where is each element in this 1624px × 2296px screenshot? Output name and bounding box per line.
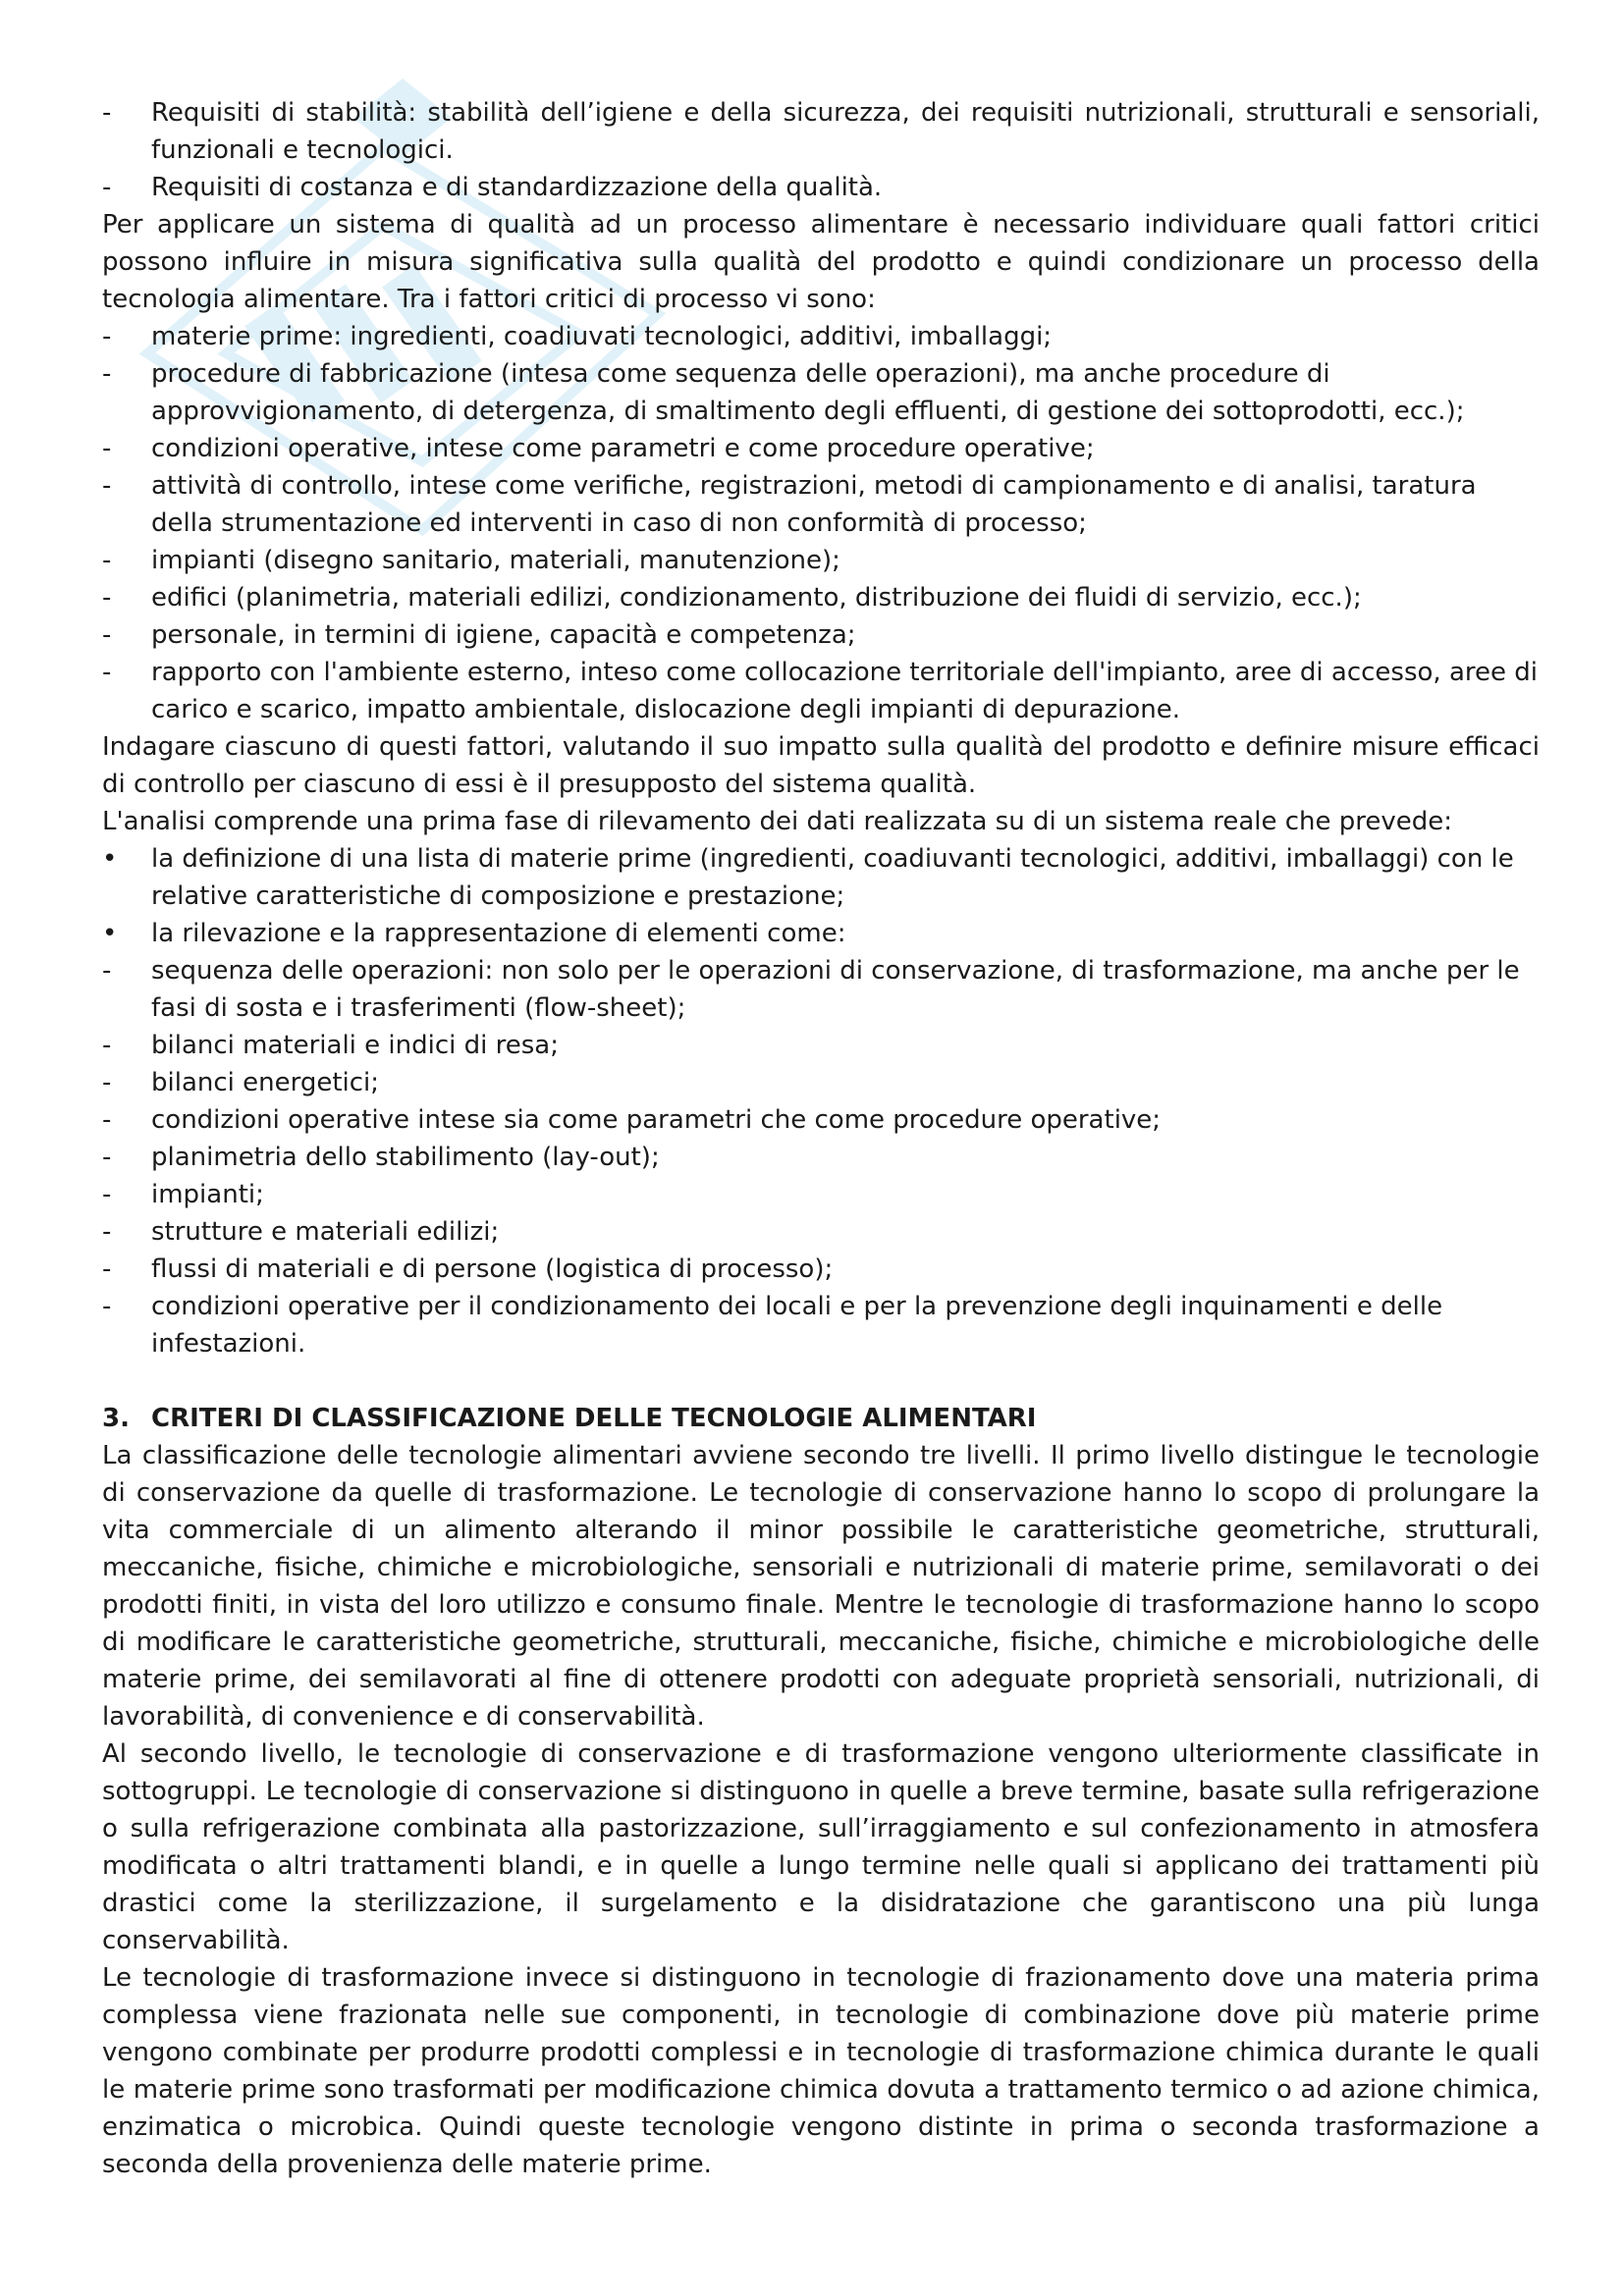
section-paragraph: La classificazione delle tecnologie alimentari avviene secondo tre livelli. Il primo livello distingue le tecnologie di conservazione da quelle di trasformazione. Le tecnologie di conservazione hanno lo scopo di prolungare la vita commerciale di un alimento alterando il minor possibile le caratteristiche geometriche, strutturali, meccaniche, fisiche, chimiche e microbiologiche, sensoriali e nutrizionali di materie prime, semilavorati o dei prodotti finiti, in vista del loro utilizzo e consumo finale. Mentre le tecnologie di trasformazione hanno lo scopo di modificare le caratteristiche geometriche, strutturali, meccaniche, fisiche, chimiche e microbiologiche delle materie prime, dei semilavorati al fine di ottenere prodotti con adeguate proprietà sensoriali, nutrizionali, di lavorabilità, di convenience e di conservabilità. — [102, 1441, 1540, 1732]
list-item: - condizioni operative per il condizionamento dei locali e per la prevenzione degli inquinamenti e delle infestazioni. — [102, 1288, 1540, 1362]
section-title: CRITERI DI CLASSIFICAZIONE DELLE TECNOLOGIE ALIMENTARI — [151, 1404, 1037, 1433]
requirements-list — [102, 94, 1540, 206]
list-item: - condizioni operative intese sia come parametri che come procedure operative; — [102, 1101, 1540, 1139]
list-item: - strutture e materiali edilizi; — [102, 1213, 1540, 1251]
intro-paragraph: Per applicare un sistema di qualità ad un processo alimentare è necessario individuare quali fattori critici possono influire in misura significativa sulla qualità del prodotto e quindi condizionare un processo della tecnologia alimentare. Tra i fattori critici di processo vi sono: — [102, 210, 1540, 314]
list-item: - edifici (planimetria, materiali edilizi, condizionamento, distribuzione dei fluidi di servizio, ecc.); — [102, 579, 1540, 616]
list-item: - planimetria dello stabilimento (lay-out); — [102, 1139, 1540, 1176]
list-item: - procedure di fabbricazione (intesa come sequenza delle operazioni), ma anche procedure di approvvigionamento, di detergenza, di smaltimento degli effluenti, di gestione dei sottoprodotti, ecc.); — [102, 355, 1540, 430]
list-item: - impianti (disegno sanitario, materiali, manutenzione); — [102, 542, 1540, 579]
section-number: 3. — [102, 1404, 130, 1433]
list-item: - condizioni operative, intese come parametri e come procedure operative; — [102, 430, 1540, 467]
analysis-bullets — [102, 840, 1540, 952]
list-item: - impianti; — [102, 1176, 1540, 1213]
list-item: - Requisiti di costanza e di standardizzazione della qualità. — [102, 169, 1540, 206]
elements-list — [102, 952, 1540, 1362]
section-paragraph: Al secondo livello, le tecnologie di conservazione e di trasformazione vengono ulteriormente classificate in sottogruppi. Le tecnologie di conservazione si distinguono in quelle a breve termine, basate sulla refrigerazione o sulla refrigerazione combinata alla pastorizzazione, sull’irraggiamento e sul confezionamento in atmosfera modificata o altri trattamenti blandi, e in quelle a lungo termine nelle quali si applicano dei trattamenti più drastici come la sterilizzazione, il surgelamento e la disidratazione che garantiscono una più lunga conservabilità. — [102, 1739, 1540, 1955]
list-item: - personale, in termini di igiene, capacità e competenza; — [102, 616, 1540, 654]
list-item: - Requisiti di stabilità: stabilità dell’igiene e della sicurezza, dei requisiti nutrizionali, strutturali e sensoriali, funzionali e tecnologici. — [102, 94, 1540, 169]
section-heading — [102, 1400, 1540, 1437]
indagare-paragraph: Indagare ciascuno di questi fattori, valutando il suo impatto sulla qualità del prodotto e definire misure efficaci di controllo per ciascuno di essi è il presupposto del sistema qualità. — [102, 732, 1540, 799]
document-body — [102, 94, 1540, 2183]
analisi-paragraph: L'analisi comprende una prima fase di rilevamento dei dati realizzata su di un sistema reale che prevede: — [102, 807, 1453, 836]
list-item: - bilanci materiali e indici di resa; — [102, 1027, 1540, 1064]
list-item: - attività di controllo, intese come verifiche, registrazioni, metodi di campionamento e di analisi, taratura della strumentazione ed interventi in caso di non conformità di processo; — [102, 467, 1540, 542]
section-paragraph: Le tecnologie di trasformazione invece si distinguono in tecnologie di frazionamento dove una materia prima complessa viene frazionata nelle sue componenti, in tecnologie di combinazione dove più materie prime vengono combinate per produrre prodotti complessi e in tecnologie di trasformazione chimica durante le quali le materie prime sono trasformati per modificazione chimica dovuta a trattamento termico o ad azione chimica, enzimatica o microbica. Quindi queste tecnologie vengono distinte in prima o seconda trasformazione a seconda della provenienza delle materie prime. — [102, 1963, 1540, 2179]
list-item: - rapporto con l'ambiente esterno, inteso come collocazione territoriale dell'impianto, aree di accesso, aree di carico e scarico, impatto ambientale, dislocazione degli impianti di depurazione. — [102, 654, 1540, 728]
list-item: • la rilevazione e la rappresentazione di elementi come: — [102, 915, 1540, 952]
list-item: - bilanci energetici; — [102, 1064, 1540, 1101]
list-item: - materie prime: ingredienti, coadiuvati tecnologici, additivi, imballaggi; — [102, 318, 1540, 355]
critical-factors-list — [102, 318, 1540, 728]
list-item: • la definizione di una lista di materie prime (ingredienti, coadiuvanti tecnologici, additivi, imballaggi) con le relative caratteristiche di composizione e prestazione; — [102, 840, 1540, 915]
list-item: - flussi di materiali e di persone (logistica di processo); — [102, 1251, 1540, 1288]
list-item: - sequenza delle operazioni: non solo per le operazioni di conservazione, di trasformazione, ma anche per le fasi di sosta e i trasferimenti (flow-sheet); — [102, 952, 1540, 1027]
